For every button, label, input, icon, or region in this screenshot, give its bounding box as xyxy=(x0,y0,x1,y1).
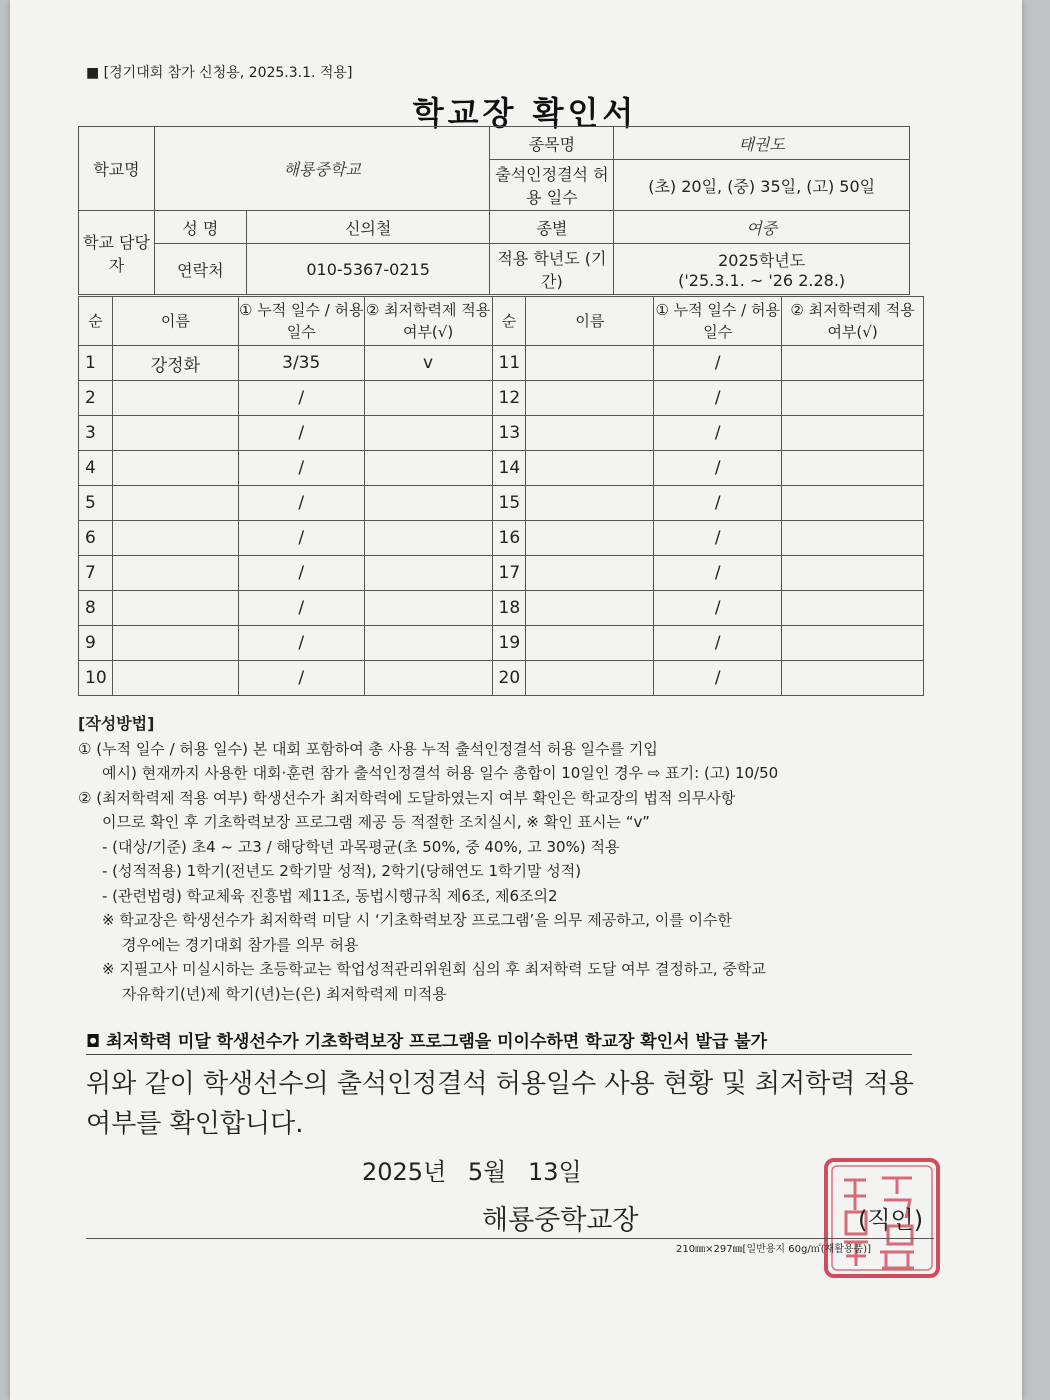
arrow-box-icon: ◘ xyxy=(86,1032,107,1052)
col-check-header: ② 최저학력제 적용 여부(√) xyxy=(364,297,492,346)
row-number: 8 xyxy=(79,591,113,626)
row-number: 14 xyxy=(492,451,526,486)
document-title: 학교장 확인서 xyxy=(412,94,638,132)
days-value: / xyxy=(238,381,364,416)
table-row xyxy=(79,346,924,381)
days-value: / xyxy=(654,521,782,556)
instruction-line: - (성적적용) 1학기(전년도 2학기말 성적), 2학기(당해연도 1학기말 성적) xyxy=(102,862,582,880)
row-number: 19 xyxy=(492,626,526,661)
gender-value: 여중 xyxy=(614,211,910,244)
col-no-header: 순 xyxy=(79,297,113,346)
school-label: 학교명 xyxy=(79,127,155,211)
name-label: 성 명 xyxy=(154,211,246,244)
student-name: 강정화 xyxy=(112,346,238,381)
instruction-line: 경우에는 경기대회 참가를 의무 허용 xyxy=(122,935,359,954)
student-name xyxy=(526,661,654,696)
table-row xyxy=(79,556,924,591)
row-number: 20 xyxy=(492,661,526,696)
check-value xyxy=(364,556,492,591)
declaration: 위와 같이 학생선수의 출석인정결석 허용일수 사용 현황 및 최저학력 적용 여부를 확인합니다. xyxy=(86,1069,914,1139)
student-name xyxy=(112,556,238,591)
check-value xyxy=(364,521,492,556)
table-header-row xyxy=(79,297,924,346)
issue-date: 2025년 5월 13일 xyxy=(362,1158,582,1186)
student-table xyxy=(78,296,924,696)
instruction-line: 예시) 현재까지 사용한 대회·훈련 참가 출석인정결석 허용 일수 총합이 10일인 경우 ⇨ 표기: (고) 10/50 xyxy=(102,764,779,782)
col-check-header: ② 최저학력제 적용 여부(√) xyxy=(782,297,924,346)
days-value: / xyxy=(654,591,782,626)
table-row xyxy=(79,381,924,416)
instruction-line: 이므로 확인 후 기초학력보장 프로그램 제공 등 적절한 조치실시, ※ 확인 표시는 “v” xyxy=(102,813,650,831)
days-value: / xyxy=(238,486,364,521)
table-row xyxy=(79,521,924,556)
days-value: / xyxy=(654,556,782,591)
table-row xyxy=(79,591,924,626)
sport-value: 태권도 xyxy=(614,127,910,160)
row-number: 7 xyxy=(79,556,113,591)
row-number: 15 xyxy=(492,486,526,521)
check-value xyxy=(782,661,924,696)
days-value: / xyxy=(654,486,782,521)
days-value: / xyxy=(238,521,364,556)
row-number: 6 xyxy=(79,521,113,556)
student-name xyxy=(112,416,238,451)
check-value xyxy=(782,521,924,556)
seal-label: (직인) xyxy=(858,1206,924,1234)
check-value xyxy=(782,591,924,626)
student-name xyxy=(526,381,654,416)
student-name xyxy=(112,661,238,696)
table-row xyxy=(79,626,924,661)
col-days-header: ① 누적 일수 / 허용 일수 xyxy=(238,297,364,346)
row-number: 5 xyxy=(79,486,113,521)
instruction-line: 자유학기(년)제 학기(년)는(은) 최저학력제 미적용 xyxy=(122,984,447,1003)
instruction-line: ※ 지필고사 미실시하는 초등학교는 학업성적관리위원회 심의 후 최저학력 도달 여부 결정하고, 중학교 xyxy=(102,960,766,978)
student-name xyxy=(526,591,654,626)
check-value xyxy=(364,591,492,626)
row-number: 17 xyxy=(492,556,526,591)
row-number: 3 xyxy=(79,416,113,451)
table-row xyxy=(79,451,924,486)
days-value: / xyxy=(654,416,782,451)
student-name xyxy=(526,521,654,556)
check-value xyxy=(364,451,492,486)
manager-label: 학교 담당자 xyxy=(79,211,155,295)
days-value: / xyxy=(238,416,364,451)
student-name xyxy=(112,626,238,661)
absence-value: (초) 20일, (중) 35일, (고) 50일 xyxy=(614,160,910,211)
student-name xyxy=(526,626,654,661)
paper-spec: 210㎜×297㎜[일반용지 60g/㎡(재활용품)] xyxy=(676,1244,872,1255)
row-number: 12 xyxy=(492,381,526,416)
check-value xyxy=(364,486,492,521)
col-name-header: 이름 xyxy=(526,297,654,346)
year-value: 2025학년도 xyxy=(718,251,806,270)
row-number: 18 xyxy=(492,591,526,626)
row-number: 11 xyxy=(492,346,526,381)
check-value: v xyxy=(364,346,492,381)
days-value: / xyxy=(238,451,364,486)
student-name xyxy=(112,451,238,486)
days-value: / xyxy=(238,661,364,696)
student-name xyxy=(112,591,238,626)
instruction-line: - (대상/기준) 초4 ~ 고3 / 해당학년 과목평균(초 50%, 중 40%, 고 30%) 적용 xyxy=(102,837,620,856)
days-value: / xyxy=(654,346,782,381)
student-name xyxy=(526,416,654,451)
days-value: / xyxy=(654,661,782,696)
instruction-line: - (관련법령) 학교체육 진흥법 제11조, 동법시행규칙 제6조, 제6조의2 xyxy=(102,886,558,905)
student-name xyxy=(526,556,654,591)
days-value: 3/35 xyxy=(238,346,364,381)
signer-name: 해룡중학교장 xyxy=(482,1205,639,1236)
check-value xyxy=(782,486,924,521)
days-value: / xyxy=(238,556,364,591)
final-note-text: 최저학력 미달 학생선수가 기초학력보장 프로그램을 미이수하면 학교장 확인서 발급 불가 xyxy=(106,1032,768,1052)
contact-label: 연락처 xyxy=(154,244,246,295)
info-table xyxy=(78,126,910,295)
row-number: 2 xyxy=(79,381,113,416)
check-value xyxy=(782,346,924,381)
row-number: 13 xyxy=(492,416,526,451)
student-name xyxy=(526,486,654,521)
year-cell xyxy=(614,244,910,295)
days-value: / xyxy=(238,591,364,626)
student-name xyxy=(112,521,238,556)
instruction-line: ② (최저학력제 적용 여부) 학생선수가 최저학력에 도달하였는지 여부 확인은 학교장의 법적 의무사항 xyxy=(78,788,736,807)
header-note: ■ [경기대회 참가 신청용, 2025.3.1. 적용] xyxy=(86,65,353,81)
check-value xyxy=(364,416,492,451)
row-number: 4 xyxy=(79,451,113,486)
gender-label: 종별 xyxy=(490,211,614,244)
days-value: / xyxy=(654,381,782,416)
row-number: 16 xyxy=(492,521,526,556)
table-row xyxy=(79,486,924,521)
table-row xyxy=(79,416,924,451)
instructions xyxy=(78,712,928,1006)
check-value xyxy=(364,626,492,661)
check-value xyxy=(782,556,924,591)
period-value: ('25.3.1. ~ '26 2.28.) xyxy=(678,271,846,290)
final-note xyxy=(86,1027,912,1055)
days-value: / xyxy=(654,451,782,486)
instruction-line: ① (누적 일수 / 허용 일수) 본 대회 포함하여 총 사용 누적 출석인정결석 허용 일수를 기입 xyxy=(78,739,658,758)
col-days-header: ① 누적 일수 / 허용 일수 xyxy=(654,297,782,346)
student-name xyxy=(526,451,654,486)
col-no-header: 순 xyxy=(492,297,526,346)
school-value: 해룡중학교 xyxy=(154,127,490,211)
row-number: 10 xyxy=(79,661,113,696)
col-name-header: 이름 xyxy=(112,297,238,346)
row-number: 9 xyxy=(79,626,113,661)
check-value xyxy=(782,626,924,661)
check-value xyxy=(782,381,924,416)
sport-label: 종목명 xyxy=(490,127,614,160)
name-value: 신의철 xyxy=(246,211,490,244)
absence-label: 출석인정결석 허용 일수 xyxy=(490,160,614,211)
check-value xyxy=(364,381,492,416)
year-label: 적용 학년도 (기간) xyxy=(490,244,614,295)
instruction-line: ※ 학교장은 학생선수가 최저학력 미달 시 ‘기초학력보장 프로그램’을 의무 제공하고, 이를 이수한 xyxy=(102,911,732,929)
instructions-heading: [작성방법] xyxy=(78,714,155,733)
check-value xyxy=(782,416,924,451)
days-value: / xyxy=(654,626,782,661)
footer-divider xyxy=(86,1238,934,1239)
contact-value: 010-5367-0215 xyxy=(246,244,490,295)
check-value xyxy=(782,451,924,486)
row-number: 1 xyxy=(79,346,113,381)
student-name xyxy=(112,486,238,521)
days-value: / xyxy=(238,626,364,661)
student-name xyxy=(112,381,238,416)
student-name xyxy=(526,346,654,381)
check-value xyxy=(364,661,492,696)
table-row xyxy=(79,661,924,696)
